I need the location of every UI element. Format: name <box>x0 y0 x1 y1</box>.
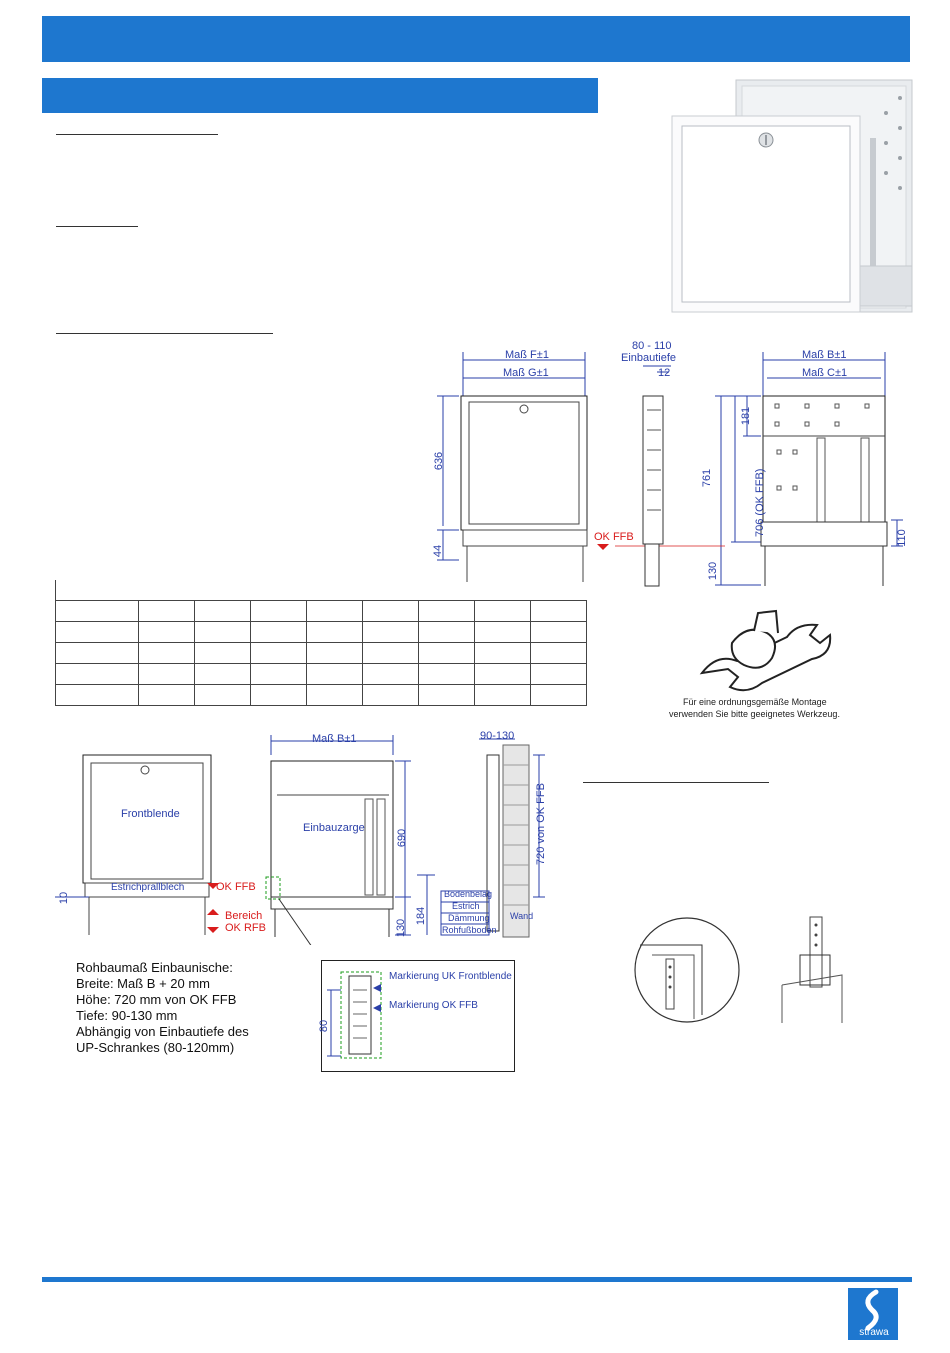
rohbau-tiefe: Tiefe: 90-130 mm <box>76 1008 178 1023</box>
dim-690-label: 690 <box>396 828 409 848</box>
depth-label: Einbautiefe <box>621 352 677 364</box>
dim-130-label-bottom: 130 <box>395 918 408 938</box>
frontblende-label: Frontblende <box>121 808 180 820</box>
dim-b-label-top: Maß B±1 <box>802 349 847 361</box>
rohfussboden-label: Rohfußboden <box>442 925 497 935</box>
table-row <box>56 622 587 643</box>
rohbau-hoehe: Höhe: 720 mm von OK FFB <box>76 992 237 1007</box>
mark-ok-label: Markierung OK FFB <box>389 1000 478 1011</box>
heading-underline-3 <box>56 333 273 334</box>
rohbau-abhaengig-2: UP-Schrankes (80-120mm) <box>76 1040 235 1055</box>
strawa-logo-text: strawa <box>859 1327 889 1338</box>
installation-drawing <box>55 725 555 945</box>
mark-uk-label: Markierung UK Frontblende <box>389 971 512 982</box>
footer-rule <box>42 1277 912 1282</box>
dim-f-label: Maß F±1 <box>505 349 549 361</box>
dim-720-label: 720 von OK FFB <box>534 783 547 865</box>
ok-rfb-label: OK RFB <box>225 922 266 934</box>
dim-706-label: 706 (OK FFB) <box>754 468 766 537</box>
estrich-label: Estrich <box>452 901 480 911</box>
wand-label: Wand <box>510 911 534 921</box>
depth-range-label: 80 - 110 <box>632 340 672 352</box>
table-row <box>56 664 587 685</box>
dim-b-label-bottom: Maß B±1 <box>312 733 357 745</box>
dim-184-label: 184 <box>415 906 428 926</box>
dim-12-label: 12 <box>658 367 671 379</box>
bodenbelag-label: Bodenbelag <box>444 889 493 899</box>
heading-underline-1 <box>56 134 218 135</box>
rohbau-abhaengig-1: Abhängig von Einbautiefe des <box>76 1024 249 1039</box>
section-title-bar <box>42 78 598 113</box>
dim-636-label: 636 <box>433 451 446 471</box>
dim-110-label: 110 <box>895 529 908 547</box>
table-row <box>56 643 587 664</box>
tool-note-line2: verwenden Sie bitte geeignetes Werkzeug. <box>669 709 840 719</box>
spec-table <box>55 600 587 706</box>
ok-ffb-label-top: OK FFB <box>594 531 634 543</box>
heading-underline-4 <box>583 782 769 783</box>
header-bar <box>42 16 910 62</box>
dim-44-label: 44 <box>432 544 445 558</box>
dim-c-label: Maß C±1 <box>802 367 848 379</box>
dim-761-label: 761 <box>701 468 714 488</box>
table-left-rule <box>55 580 56 600</box>
tool-note-line1: Für eine ordnungsgemäße Montage <box>683 697 827 707</box>
product-photo <box>660 78 914 318</box>
bereich-label: Bereich <box>225 910 263 922</box>
dim-10-label: 10 <box>58 891 71 905</box>
mounting-detail-illustration <box>632 915 862 1025</box>
depth-range-bottom-label: 90-130 <box>480 730 515 742</box>
heading-underline-2 <box>56 226 138 227</box>
rohbau-breite: Breite: Maß B + 20 mm <box>76 976 211 991</box>
rohbau-title: Rohbaumaß Einbaunische: <box>76 960 233 975</box>
dim-181-label: 181 <box>740 406 753 426</box>
dim-80-label: 80 <box>318 1019 331 1033</box>
table-row <box>56 601 587 622</box>
estrichprallblech-label: Estrichprallblech <box>111 882 185 893</box>
daemmung-label: Dämmung <box>448 913 490 923</box>
ok-ffb-label-bottom: OK FFB <box>216 881 256 893</box>
einbauzarge-label: Einbauzarge <box>303 822 365 834</box>
table-row <box>56 685 587 706</box>
dim-130-label-top: 130 <box>707 561 720 581</box>
dim-g-label: Maß G±1 <box>503 367 549 379</box>
wrench-hand-illustration <box>692 603 842 693</box>
